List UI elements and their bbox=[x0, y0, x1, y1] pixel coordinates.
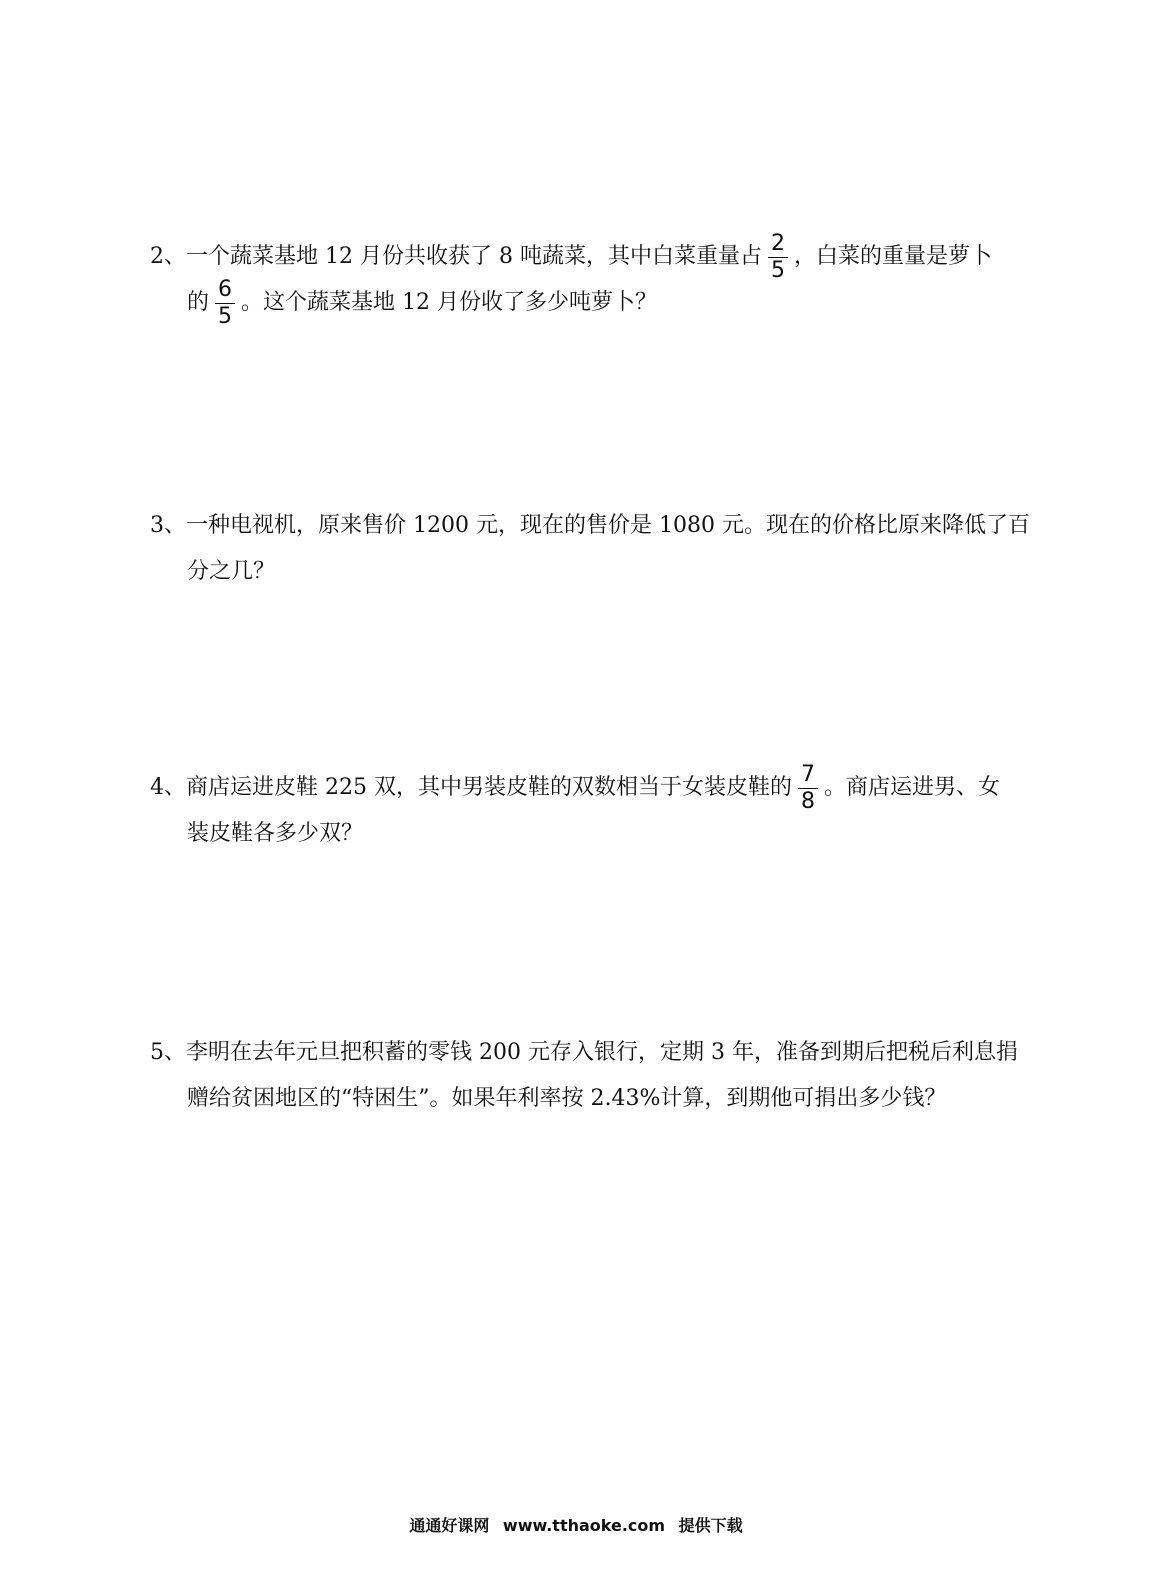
problem-number: 4、 bbox=[150, 775, 186, 800]
problem-text: 。这个蔬菜基地 12 月份收了多少吨萝卜？ bbox=[241, 290, 657, 315]
problem-number: 2、 bbox=[150, 244, 186, 269]
fraction-denominator: 5 bbox=[770, 257, 785, 283]
problem-5-line-2 bbox=[150, 1076, 1030, 1122]
problem-2-line-2 bbox=[150, 276, 1030, 329]
problem-5 bbox=[150, 1030, 1030, 1122]
problem-text: 的 bbox=[187, 290, 210, 315]
problem-text: 商店运进皮鞋 225 双，其中男装皮鞋的双数相当于女装皮鞋的 bbox=[186, 775, 792, 800]
problem-4-line-2 bbox=[150, 811, 1030, 857]
problem-text: 李明在去年元旦把积蓄的零钱 200 元存入银行，定期 3 年，准备到期后把税后利息捐 bbox=[186, 1040, 1018, 1065]
fraction-numerator: 7 bbox=[798, 764, 818, 789]
fraction-seven-eighths bbox=[798, 761, 818, 814]
footer-url-link[interactable]: www.tthaoke.com bbox=[502, 1516, 666, 1535]
fraction-numerator: 6 bbox=[215, 279, 235, 304]
problem-3 bbox=[150, 503, 1030, 595]
fraction-six-fifths bbox=[215, 276, 235, 329]
problem-2 bbox=[150, 230, 1030, 329]
problem-3-line-2 bbox=[150, 549, 1030, 595]
problem-number: 5、 bbox=[150, 1040, 186, 1065]
problem-text: 分之几？ bbox=[187, 559, 276, 584]
fraction-denominator: 8 bbox=[800, 788, 815, 814]
page-footer bbox=[0, 1513, 1152, 1536]
problem-text: ，白菜的重量是萝卜 bbox=[793, 244, 992, 269]
footer-note: 提供下载 bbox=[678, 1516, 743, 1535]
problem-3-line-1 bbox=[150, 503, 1030, 549]
problem-2-line-1 bbox=[150, 230, 1030, 283]
fraction-numerator: 2 bbox=[768, 233, 788, 258]
problem-text: 赠给贫困地区的“特困生”。如果年利率按 2.43%计算，到期他可捐出多少钱？ bbox=[187, 1086, 947, 1111]
problem-4 bbox=[150, 761, 1030, 857]
problem-4-line-1 bbox=[150, 761, 1030, 814]
problem-text: 。商店运进男、女 bbox=[823, 775, 1000, 800]
problem-number: 3、 bbox=[150, 513, 186, 538]
fraction-two-fifths bbox=[768, 230, 788, 283]
problem-5-line-1 bbox=[150, 1030, 1030, 1076]
problem-text: 一个蔬菜基地 12 月份共收获了 8 吨蔬菜，其中白菜重量占 bbox=[186, 244, 762, 269]
problem-text: 装皮鞋各多少双？ bbox=[187, 821, 364, 846]
problem-text: 一种电视机，原来售价 1200 元，现在的售价是 1080 元。现在的价格比原来降低了百 bbox=[186, 513, 1030, 538]
fraction-denominator: 5 bbox=[218, 303, 233, 329]
footer-site-name: 通通好课网 bbox=[409, 1516, 490, 1535]
